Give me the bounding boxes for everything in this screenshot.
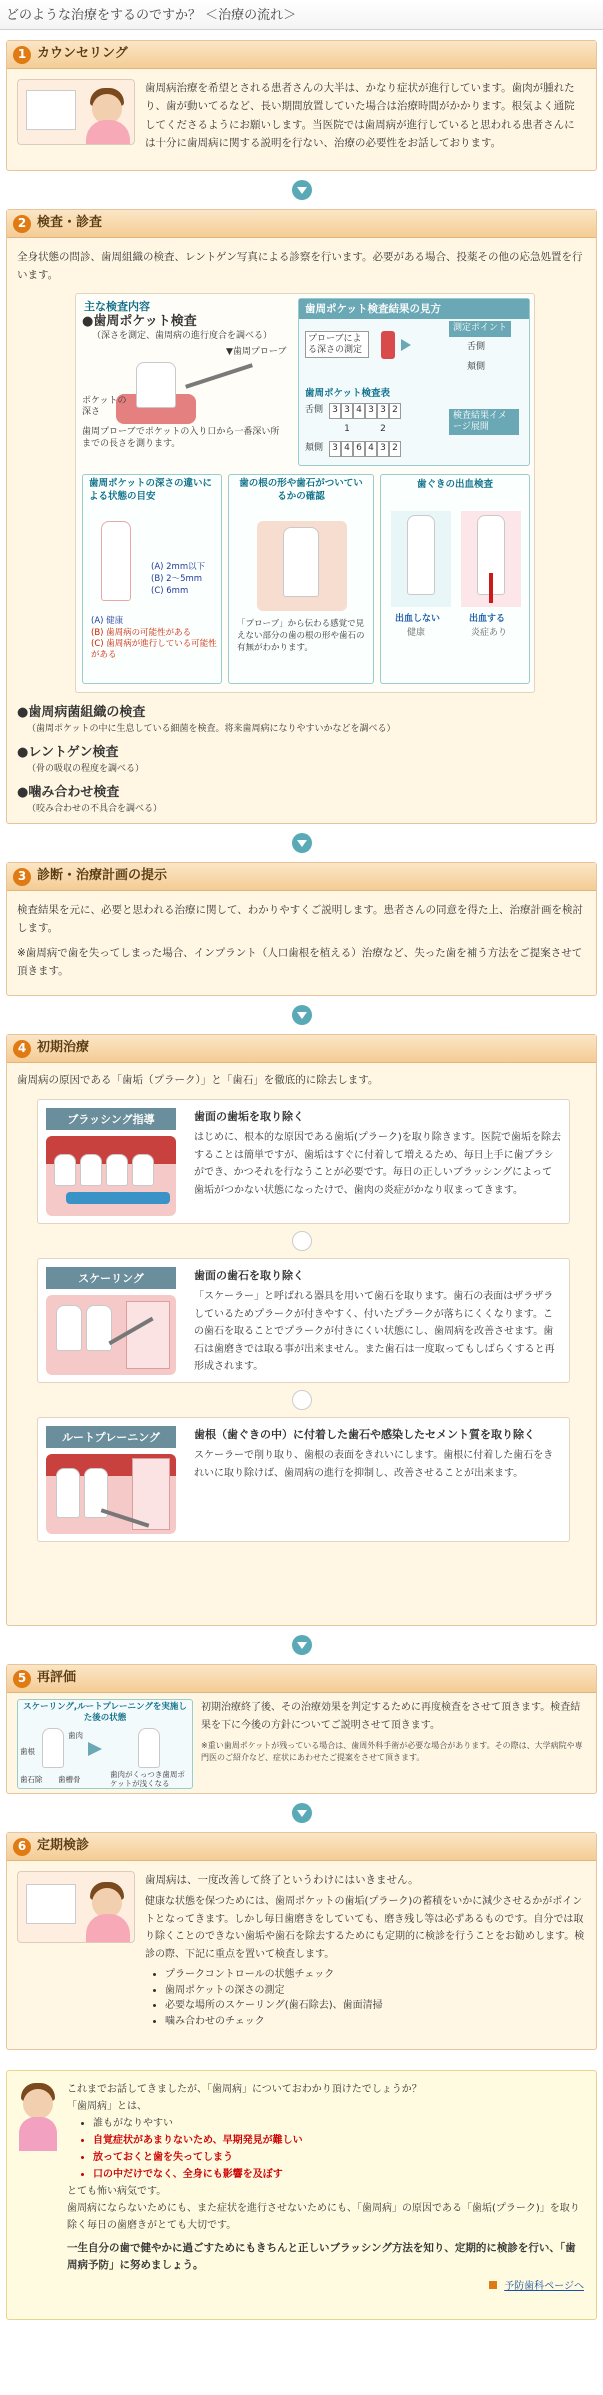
flow-arrow bbox=[17, 1383, 586, 1417]
step-number: 4 bbox=[13, 1040, 31, 1058]
diagnosis-text: 検査結果を元に、必要と思われる治療に関して、わかりやすくご説明します。患者さんの同意を得た上、治療計画を検討します。 bbox=[17, 904, 583, 935]
results-title: 歯周ポケット検査結果の見方 bbox=[299, 299, 529, 319]
section-title: カウンセリング bbox=[37, 46, 128, 62]
flow-arrow bbox=[0, 1794, 603, 1832]
reevaluation-text: 初期治療終了後、その治療効果を判定するために再度検査をさせて頂きます。検査結果を下に今後の方針についてご説明させて頂きます。 bbox=[201, 1702, 581, 1731]
treatment-root-planing bbox=[37, 1417, 570, 1542]
section-title: 再評価 bbox=[37, 1670, 77, 1686]
initial-treatment-intro: 歯周病の原因である「歯垢（プラーク）」と「歯石」を徹底的に除去します。 bbox=[17, 1074, 379, 1086]
step-number: 3 bbox=[13, 868, 31, 886]
step-number: 6 bbox=[13, 1838, 31, 1856]
section-examination bbox=[6, 209, 597, 824]
bite-exam: ●噛み合わせ検査 （咬み合わせの不具合を調べる） bbox=[17, 784, 163, 815]
pocket-table: 舌側 3 3 4 3 3 2 1 2 頬側 3 4 6 4 3 2 bbox=[305, 403, 401, 457]
treatment-label: ブラッシング指導 bbox=[46, 1108, 176, 1130]
reevaluation-note: ※重い歯周ポケットが残っている場合は、歯周外科手術が必要な場合があります。その際は、大学病院や専門医のご紹介など、症状にあわせたご提案をさせて頂きます。 bbox=[201, 1741, 583, 1762]
row-values-lingual: 3 3 4 3 3 2 bbox=[329, 403, 401, 419]
summary-strong: 一生自分の歯で健やかに過ごすためにもきちんと正しいブラッシング方法を知り、定期的に検診を行い、「歯周病予防」に努めましょう。 bbox=[67, 2242, 576, 2271]
list-item: • 噛み合わせのチェック bbox=[165, 2014, 586, 2030]
treatment-text: 「スケーラー」と呼ばれる器具を用いて歯石を取ります。歯石の表面はザラザラしているためプラークが付きやすく、付いたプラークが落ちにくくなります。この歯石を取ることでプラークが付きにくい状態にし、歯周病を改善させます。歯石は歯磨きでは取る事が出来ません。また歯石は一度取ってもしばらくすると再形成されます。 bbox=[194, 1291, 555, 1373]
section-counseling bbox=[6, 40, 597, 171]
page-title: どのような治療をするのですか？ ＜治療の流れ＞ bbox=[0, 0, 603, 30]
root-shape-panel: 歯の根の形や歯石がついているかの確認 「プローブ」から伝わる感覚で見えない部分の歯の根の形や歯石の有無がわかります。 bbox=[228, 474, 374, 684]
main-exam-label: 主な検査内容 bbox=[84, 299, 150, 313]
result-image-label: 検査結果イメージ展開 bbox=[449, 409, 519, 436]
arrow-down-icon bbox=[292, 1005, 312, 1025]
section-title: 定期検診 bbox=[37, 1838, 90, 1854]
arrow-down-icon bbox=[292, 833, 312, 853]
lingual-label: 舌側 bbox=[467, 341, 486, 352]
treatment-label: ルートプレーニング bbox=[46, 1426, 176, 1448]
probe-label: ▼歯周プローブ bbox=[226, 346, 287, 357]
section-header bbox=[7, 1833, 596, 1861]
diagnosis-note: ※歯周病で歯を失ってしまった場合、インプラント（人口歯根を植える）治療など、失った歯を補う方法をご提案させて頂きます。 bbox=[17, 946, 583, 978]
treatment-heading: 歯根（歯ぐきの中）に付着した歯石や感染したセメント質を取り除く bbox=[194, 1428, 535, 1442]
probe-note: 歯周プローブでポケットの入り口から一番深い所までの長さを測ります。 bbox=[82, 426, 280, 450]
arrow-down-icon bbox=[292, 180, 312, 200]
section-header bbox=[7, 41, 596, 69]
list-item: • 誰もがなりやすい bbox=[93, 2115, 584, 2132]
treatment-text: はじめに、根本的な原因である歯垢(プラーク)を取り除きます。医院で歯垢を除去することは簡単ですが、歯垢はすぐに付着して増えるため、毎日上手に歯ブラシができ、かつそれを行なうことが必要です。毎日の正しいブラッシングによって歯垢がつかない状態になったけで、歯肉の炎症がかなり収まってきます。 bbox=[194, 1132, 562, 1196]
pocket-exam-heading: ●歯周ポケット検査 bbox=[82, 313, 197, 329]
list-item: • 放っておくと歯を失ってしまう bbox=[93, 2149, 584, 2166]
pocket-depth-label: ポケットの深さ bbox=[82, 395, 127, 417]
pocket-results-panel bbox=[298, 298, 530, 466]
arrow-down-icon bbox=[292, 1635, 312, 1655]
checkup-text-1: 歯周病は、一度改善して終了というわけにはいきません。 bbox=[145, 1874, 419, 1886]
bleeding-panel: 歯ぐきの出血検査 出血しない 健康 出血する 炎症あり bbox=[380, 474, 530, 684]
arrow-down-icon bbox=[292, 1390, 312, 1410]
probe-illustration bbox=[106, 354, 266, 424]
flow-arrow bbox=[17, 1224, 586, 1258]
arrow-down-icon bbox=[292, 1803, 312, 1823]
treatment-heading: 歯面の歯垢を取り除く bbox=[194, 1110, 304, 1124]
bacteria-exam: ●歯周病菌組織の検査 （歯周ポケットの中に生息している細菌を検査。将来歯周病になりやすいかなどを調べる） bbox=[17, 704, 396, 734]
step-number: 1 bbox=[13, 46, 31, 64]
section-header bbox=[7, 863, 596, 891]
checkup-text-2: 健康な状態を保つためには、歯周ポケットの歯垢(プラーク)の蓄積をいかに減少させるかがポイントとなってきます。しかし毎日歯磨きをしていても、磨き残し等は必ずあるものです。自分では取り除くことのできない歯垢や歯石を除去するためにも定期的に検診を行うことをお勧めします。検診の際、下記に重点を置いて検査します。 bbox=[145, 1896, 585, 1960]
section-title: 診断・治療計画の提示 bbox=[37, 868, 168, 884]
arrow-down-icon bbox=[292, 1231, 312, 1251]
section-title: 初期治療 bbox=[37, 1040, 90, 1056]
xray-exam: ●レントゲン検査 （骨の吸収の程度を調べる） bbox=[17, 744, 145, 774]
preventive-dentistry-link[interactable]: 予防歯科ページへ bbox=[504, 2280, 584, 2292]
list-item: • プラークコントロールの状態チェック bbox=[165, 1967, 586, 1983]
step-number: 5 bbox=[13, 1670, 31, 1688]
depth-diff-title: 歯周ポケットの深さの違いによる状態の目安 bbox=[89, 477, 213, 502]
brushing-illustration bbox=[46, 1136, 176, 1216]
section-checkup bbox=[6, 1832, 597, 2050]
exam-diagram bbox=[75, 293, 535, 693]
flow-arrow bbox=[0, 996, 603, 1034]
root-shape-title: 歯の根の形や歯石がついているかの確認 bbox=[239, 477, 363, 502]
list-item: • 歯周ポケットの深さの測定 bbox=[165, 1983, 586, 1999]
pocket-exam-sub: （深さを測定、歯周病の進行度合を調べる） bbox=[92, 330, 273, 341]
counseling-text: 歯周病治療を希望とされる患者さんの大半は、かなり症状が進行しています。歯肉が腫れたり、歯が動いてるなど、長い期間放置していた場合は治療時間がかかります。根気よく通院してくださるようにお願いします。当医院では歯周病が進行していると思われる患者さんには十分に歯周病に関する説明を行ない、治療の必要性をお話しております。 bbox=[145, 82, 575, 150]
treatment-scaling bbox=[37, 1258, 570, 1383]
section-reevaluation bbox=[6, 1664, 597, 1794]
root-planing-illustration bbox=[46, 1454, 176, 1534]
buccal-label: 頬側 bbox=[467, 361, 486, 372]
list-item: • 必要な場所のスケーリング(歯石除去)、歯面清掃 bbox=[165, 1998, 586, 2014]
flow-arrow bbox=[0, 824, 603, 862]
counseling-illustration bbox=[17, 79, 135, 145]
external-link-icon bbox=[489, 2281, 497, 2289]
summary-body: 歯周病にならないためにも、また症状を進行させないためにも、「歯周病」の原因である「歯垢(プラーク)」を取り除く毎日の歯磨きがとても大切です。 bbox=[67, 2203, 580, 2231]
pocket-table-title: 歯周ポケット検査表 bbox=[305, 387, 391, 399]
treatment-text: スケーラーで削り取り、歯根の表面をきれいにします。歯根に付着した歯石をきれいに取り除けば、歯周病の進行を抑制し、改善させることが出来ます。 bbox=[194, 1450, 554, 1479]
examination-text: 全身状態の問診、歯周組織の検査、レントゲン写真による診察を行います。必要がある場合、投薬その他の応急処置を行います。 bbox=[17, 251, 583, 282]
treatment-heading: 歯面の歯石を取り除く bbox=[194, 1269, 304, 1283]
row-values-buccal: 3 4 6 4 3 2 bbox=[329, 441, 401, 457]
section-title: 検査・診査 bbox=[37, 215, 103, 231]
section-header bbox=[7, 210, 596, 238]
summary-list bbox=[93, 2115, 584, 2183]
treatment-brushing bbox=[37, 1099, 570, 1224]
treatment-label: スケーリング bbox=[46, 1267, 176, 1289]
reevaluation-diagram: スケーリング,ルートプレーニングを実施した後の状態 歯肉 歯根 歯石除 歯槽骨 歯肉がくっつき歯周ポケットが浅くなる bbox=[17, 1699, 193, 1789]
section-header bbox=[7, 1665, 596, 1693]
list-item: • 口の中だけでなく、全身にも影響を及ぼす bbox=[93, 2166, 584, 2183]
section-header bbox=[7, 1035, 596, 1063]
section-diagnosis bbox=[6, 862, 597, 996]
scaling-illustration bbox=[46, 1295, 176, 1375]
flow-arrow bbox=[0, 171, 603, 209]
summary-after: とても怖い病気です。 bbox=[67, 2186, 167, 2197]
bleeding-title: 歯ぐきの出血検査 bbox=[416, 478, 493, 490]
summary-question: 「歯周病」とは、 bbox=[67, 2101, 147, 2112]
step-number: 2 bbox=[13, 215, 31, 233]
section-initial-treatment bbox=[6, 1034, 597, 1626]
list-item: • 自覚症状があまりないため、早期発見が難しい bbox=[93, 2132, 584, 2149]
checkup-list bbox=[165, 1967, 586, 2029]
depth-diff-panel: 歯周ポケットの深さの違いによる状態の目安 (A) 2mm以下 (B) 2～5mm (C) 6mm (A) 健康 (B) 歯周病の可能性がある (C) 歯周病が進行している可能性がある bbox=[82, 474, 222, 684]
row-label-lingual: 舌側 bbox=[305, 404, 324, 415]
doctor-illustration bbox=[19, 2081, 59, 2151]
probe-depth-label: プローブによる深さの測定 bbox=[305, 331, 369, 359]
row-label-buccal: 頬側 bbox=[305, 442, 324, 453]
summary-box bbox=[6, 2070, 597, 2320]
summary-intro: これまでお話してきましたが、「歯周病」についておわかり頂けたでしょうか？ bbox=[67, 2084, 422, 2095]
flow-arrow bbox=[0, 1626, 603, 1664]
checkup-illustration bbox=[17, 1871, 135, 1943]
measure-point-label: 測定ポイント bbox=[449, 321, 511, 337]
